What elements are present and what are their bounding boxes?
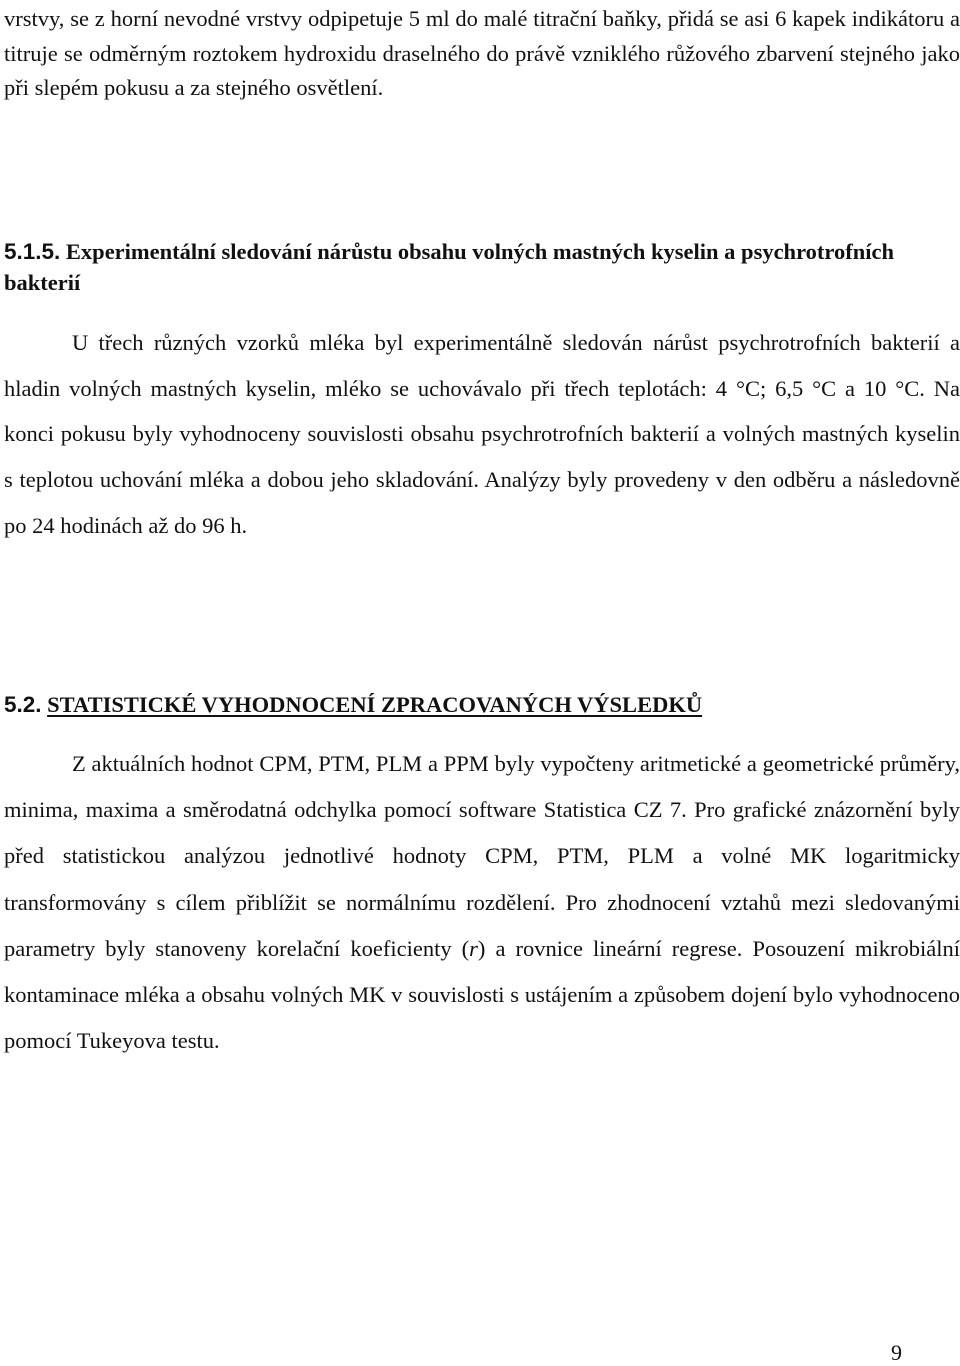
page-number: 9: [891, 1340, 902, 1365]
correlation-symbol: r: [469, 935, 478, 961]
section-heading-5-1-5: [4, 236, 954, 298]
section-5-2-paragraph: [4, 741, 960, 1064]
paragraph-text-part-1: Z aktuálních hodnot CPM, PTM, PLM a PPM byly vypočteny aritmetické a geometrické průměry, minima, maxima a směrodatná odchylka pomocí software Statistica CZ 7. Pro grafické znázornění byly před statistickou analýzou jednotlivé hodnoty CPM, PTM, PLM a volné MK logaritmicky transformovány s cílem přiblížit se normálnímu rozdělení. Pro zhodnocení vztahů mezi sledovanými parametry byly stanoveny korelační koeficienty (: [4, 751, 960, 961]
intro-paragraph: vrstvy, se z horní nevodné vrstvy odpipetuje 5 ml do malé titrační baňky, přidá se asi 6 kapek indikátoru a titruje se odměrným roztokem hydroxidu draselného do právě vzniklého růžového zbarvení stejného jako při slepém pokusu a za stejného osvětlení.: [4, 6, 960, 100]
section-title: STATISTICKÉ VYHODNOCENÍ ZPRACOVANÝCH VÝSLEDKŮ: [47, 692, 703, 717]
section-title: Experimentální sledování nárůstu obsahu volných mastných kyselin a psychrotrofních bakterií: [4, 239, 894, 295]
section-number: 5.2.: [4, 692, 42, 717]
section-number: 5.1.5.: [4, 239, 61, 264]
section-5-1-5-paragraph: U třech různých vzorků mléka byl experimentálně sledován nárůst psychrotrofních bakterií a hladin volných mastných kyselin, mléko se uchovávalo při třech teplotách: 4 °C; 6,5 °C a 10 °C. Na konci pokusu byly vyhodnoceny souvislosti obsahu psychrotrofních bakterií a volných mastných kyselin s teplotou uchování mléka a dobou jeho skladování. Analýzy byly provedeny v den odběru a následovně po 24 hodinách až do 96 h.: [4, 330, 960, 538]
paragraph-text-part-2: ) a rovnice lineární regrese. Posouzení mikrobiální kontaminace mléka a obsahu volných MK v souvislosti s ustájením a způsobem dojení bylo vyhodnoceno pomocí Tukeyova testu.: [4, 935, 960, 1054]
section-heading-5-2: [4, 688, 702, 722]
